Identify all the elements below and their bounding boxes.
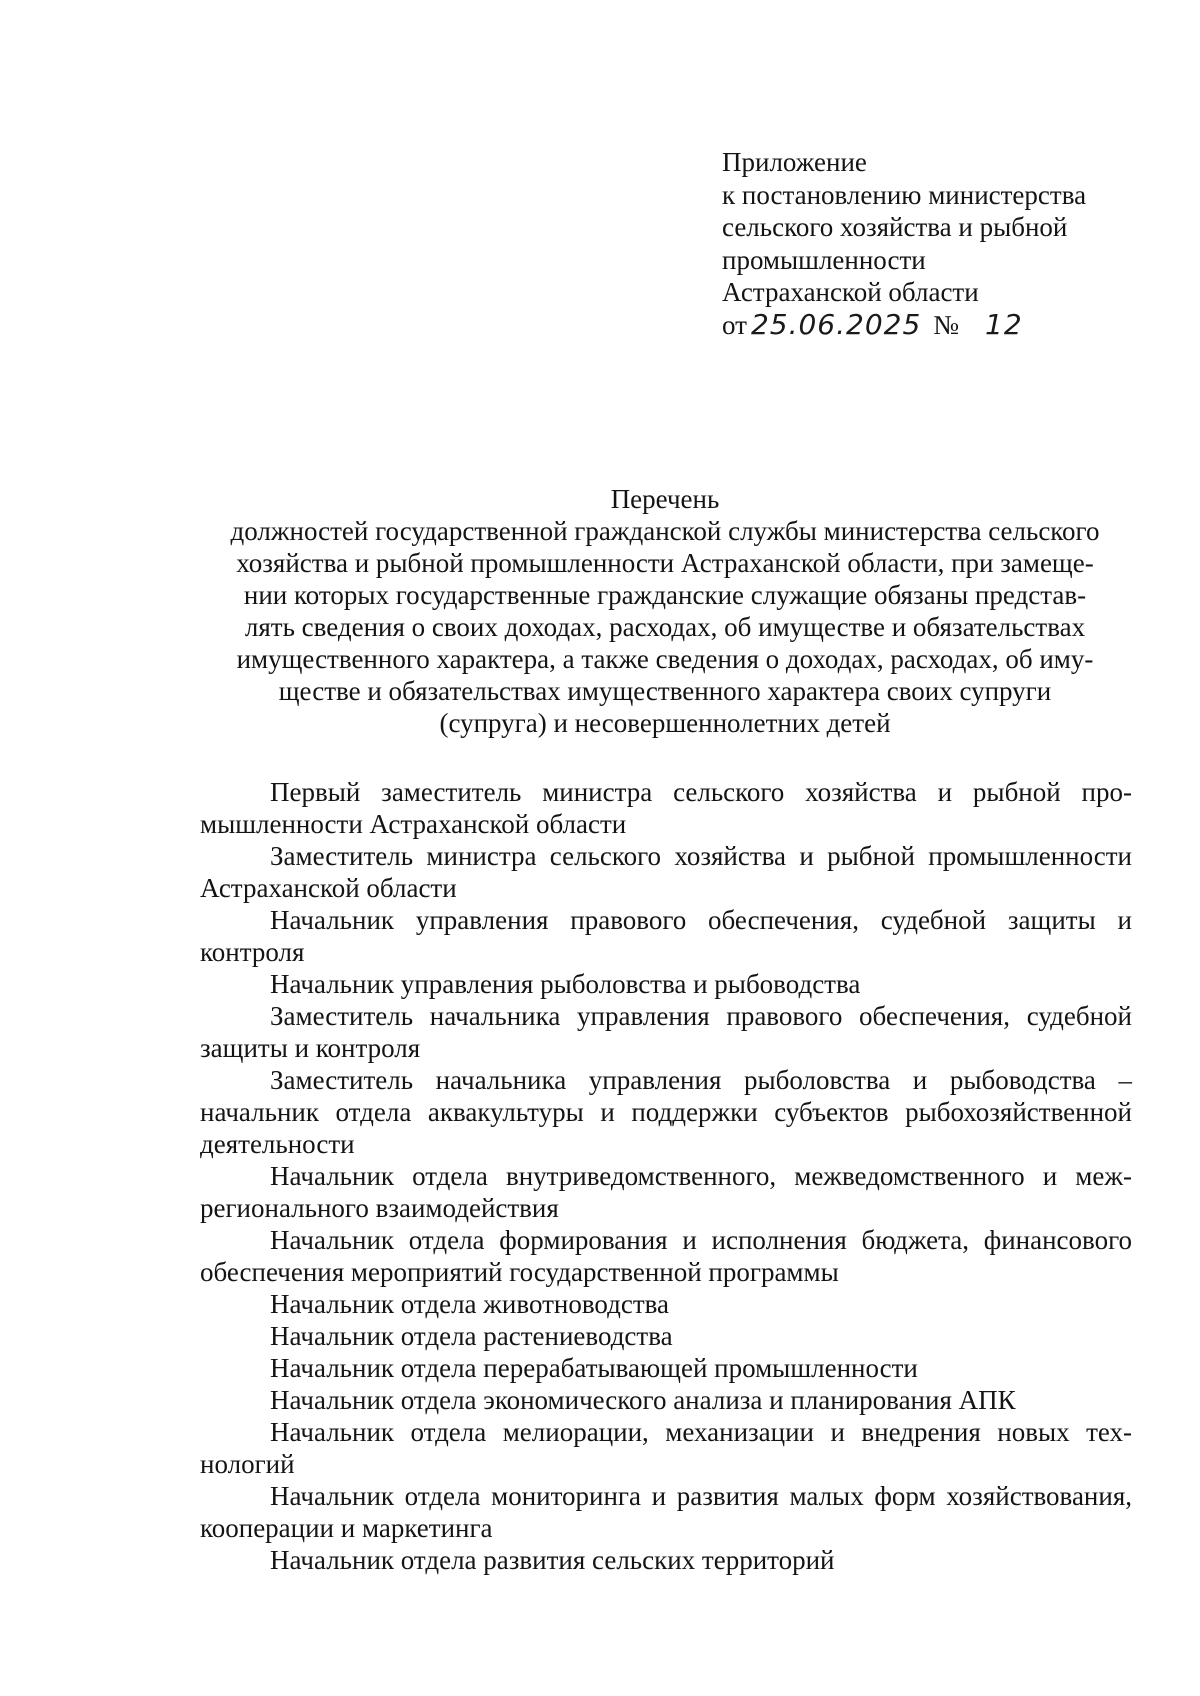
appendix-line: Приложение — [722, 147, 867, 177]
position-item: Начальник управления правового обеспечения, судебной защиты и контроля — [200, 905, 1132, 967]
position-item: Заместитель министра сельского хозяйства и рыбной промышленности Астраханской области — [200, 841, 1132, 903]
position-item: Начальник отдела животноводства — [270, 1289, 670, 1319]
position-item: Заместитель начальника управления рыболовства и рыбоводства – начальник отдела аквакультуры и поддержки субъектов рыбохозяйственной деятельности — [200, 1065, 1132, 1159]
position-item: Начальник отдела мелиорации, механизации и внедрения новых технологий — [200, 1417, 1132, 1479]
position-item: Начальник отдела перерабатывающей промышленности — [270, 1353, 918, 1383]
position-item: Начальник отдела формирования и исполнения бюджета, финансового обеспечения мероприятий государственной программы — [200, 1225, 1132, 1287]
date-prefix: от — [722, 309, 747, 340]
handwritten-number: 12 — [985, 307, 1023, 341]
position-item: Начальник управления рыболовства и рыбоводства — [270, 969, 861, 999]
subtitle-line: имущественного характера, а также сведения о доходах, расходах, об иму- — [236, 644, 1094, 674]
position-item: Начальник отдела развития сельских территорий — [270, 1545, 835, 1575]
appendix-line: сельского хозяйства и рыбной — [722, 212, 1068, 242]
position-item: Начальник отдела экономического анализа и планирования АПК — [270, 1385, 1016, 1415]
position-item: Начальник отдела мониторинга и развития малых форм хозяйствования, кооперации и маркетинга — [200, 1481, 1132, 1543]
positions-list — [200, 776, 1132, 1576]
document-title: Перечень — [610, 484, 720, 514]
appendix-line: к постановлению министерства — [722, 179, 1087, 210]
subtitle-line: нии которых государственные гражданские служащие обязаны представ- — [243, 580, 1087, 610]
position-item: Начальник отдела внутриведомственного, межведомственного и межрегионального взаимодействия — [200, 1161, 1132, 1223]
subtitle-line: должностей государственной гражданской службы министерства сельского — [230, 516, 1100, 546]
position-item: Заместитель начальника управления правового обеспечения, судебной защиты и контроля — [200, 1001, 1132, 1063]
subtitle-line: ществе и обязательствах имущественного характера своих супруги — [278, 676, 1052, 706]
handwritten-date: 25.06.2025 — [750, 307, 922, 341]
appendix-line: Астраханской области — [722, 277, 979, 307]
subtitle-line: хозяйства и рыбной промышленности Астраханской области, при замеще- — [236, 548, 1094, 578]
appendix-date-line — [722, 309, 1142, 342]
number-sign: № — [933, 309, 960, 340]
subtitle-line: (супруга) и несовершеннолетних детей — [439, 708, 891, 738]
appendix-block — [722, 146, 1142, 341]
appendix-line: промышленности — [722, 244, 926, 275]
subtitle-line: лять сведения о своих доходах, расходах, об имуществе и обязательствах — [244, 612, 1086, 642]
position-item: Первый заместитель министра сельского хозяйства и рыбной промышленности Астраханской области — [200, 777, 1132, 839]
position-item: Начальник отдела растениеводства — [270, 1321, 673, 1351]
title-block — [195, 483, 1135, 739]
